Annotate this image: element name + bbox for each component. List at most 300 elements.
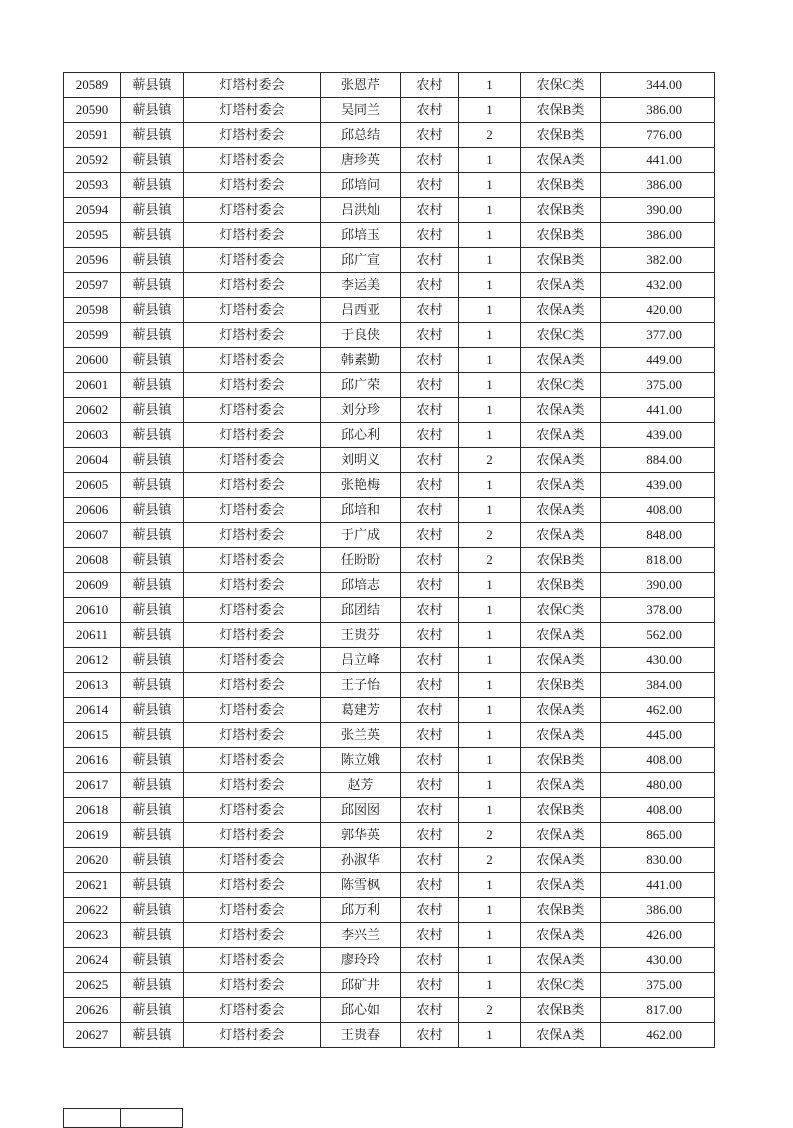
serial-number-cell: 20600 bbox=[64, 348, 121, 373]
person-count-cell: 2 bbox=[459, 548, 521, 573]
serial-number-cell: 20617 bbox=[64, 773, 121, 798]
table-row bbox=[64, 523, 715, 548]
insurance-category-cell: 农保A类 bbox=[521, 398, 601, 423]
insurance-category-cell: 农保B类 bbox=[521, 223, 601, 248]
serial-number-cell: 20590 bbox=[64, 98, 121, 123]
amount-cell: 344.00 bbox=[601, 73, 715, 98]
person-count-cell: 2 bbox=[459, 823, 521, 848]
amount-cell: 386.00 bbox=[601, 223, 715, 248]
amount-cell: 432.00 bbox=[601, 273, 715, 298]
residence-type-cell: 农村 bbox=[401, 423, 459, 448]
person-name-cell: 葛建芳 bbox=[321, 698, 401, 723]
residence-type-cell: 农村 bbox=[401, 273, 459, 298]
town-cell: 蕲县镇 bbox=[121, 623, 184, 648]
insurance-category-cell: 农保B类 bbox=[521, 748, 601, 773]
residence-type-cell: 农村 bbox=[401, 523, 459, 548]
serial-number-cell: 20615 bbox=[64, 723, 121, 748]
serial-number-cell: 20603 bbox=[64, 423, 121, 448]
insurance-category-cell: 农保A类 bbox=[521, 448, 601, 473]
serial-number-cell: 20616 bbox=[64, 748, 121, 773]
table-row bbox=[64, 898, 715, 923]
serial-number-cell: 20607 bbox=[64, 523, 121, 548]
village-committee-cell: 灯塔村委会 bbox=[184, 873, 321, 898]
village-committee-cell: 灯塔村委会 bbox=[184, 348, 321, 373]
table-row bbox=[64, 848, 715, 873]
person-count-cell: 1 bbox=[459, 323, 521, 348]
person-count-cell: 1 bbox=[459, 973, 521, 998]
village-committee-cell: 灯塔村委会 bbox=[184, 473, 321, 498]
serial-number-cell: 20611 bbox=[64, 623, 121, 648]
amount-cell: 386.00 bbox=[601, 98, 715, 123]
town-cell: 蕲县镇 bbox=[121, 523, 184, 548]
insurance-category-cell: 农保B类 bbox=[521, 798, 601, 823]
residence-type-cell: 农村 bbox=[401, 998, 459, 1023]
person-count-cell: 1 bbox=[459, 248, 521, 273]
insurance-category-cell: 农保B类 bbox=[521, 173, 601, 198]
person-count-cell: 1 bbox=[459, 798, 521, 823]
village-committee-cell: 灯塔村委会 bbox=[184, 373, 321, 398]
insurance-category-cell: 农保C类 bbox=[521, 598, 601, 623]
town-cell: 蕲县镇 bbox=[121, 923, 184, 948]
person-name-cell: 李兴兰 bbox=[321, 923, 401, 948]
residence-type-cell: 农村 bbox=[401, 873, 459, 898]
table-row bbox=[64, 373, 715, 398]
person-name-cell: 韩素勤 bbox=[321, 348, 401, 373]
person-name-cell: 邱矿井 bbox=[321, 973, 401, 998]
insurance-category-cell: 农保C类 bbox=[521, 323, 601, 348]
town-cell: 蕲县镇 bbox=[121, 723, 184, 748]
village-committee-cell: 灯塔村委会 bbox=[184, 773, 321, 798]
residence-type-cell: 农村 bbox=[401, 498, 459, 523]
table-row bbox=[64, 298, 715, 323]
amount-cell: 865.00 bbox=[601, 823, 715, 848]
table-row bbox=[64, 748, 715, 773]
town-cell: 蕲县镇 bbox=[121, 773, 184, 798]
amount-cell: 848.00 bbox=[601, 523, 715, 548]
insurance-category-cell: 农保C类 bbox=[521, 373, 601, 398]
residence-type-cell: 农村 bbox=[401, 673, 459, 698]
village-committee-cell: 灯塔村委会 bbox=[184, 223, 321, 248]
table-row bbox=[64, 248, 715, 273]
amount-cell: 378.00 bbox=[601, 598, 715, 623]
village-committee-cell: 灯塔村委会 bbox=[184, 948, 321, 973]
table-row bbox=[64, 798, 715, 823]
insurance-category-cell: 农保A类 bbox=[521, 948, 601, 973]
amount-cell: 817.00 bbox=[601, 998, 715, 1023]
person-name-cell: 王贵芬 bbox=[321, 623, 401, 648]
table-row bbox=[64, 498, 715, 523]
village-committee-cell: 灯塔村委会 bbox=[184, 798, 321, 823]
serial-number-cell: 20618 bbox=[64, 798, 121, 823]
person-count-cell: 1 bbox=[459, 348, 521, 373]
insurance-category-cell: 农保C类 bbox=[521, 973, 601, 998]
table-row bbox=[64, 873, 715, 898]
insurance-category-cell: 农保A类 bbox=[521, 473, 601, 498]
table-row bbox=[64, 1023, 715, 1048]
town-cell: 蕲县镇 bbox=[121, 373, 184, 398]
village-committee-cell: 灯塔村委会 bbox=[184, 623, 321, 648]
amount-cell: 377.00 bbox=[601, 323, 715, 348]
person-name-cell: 陈雪枫 bbox=[321, 873, 401, 898]
person-count-cell: 1 bbox=[459, 173, 521, 198]
table-row bbox=[64, 973, 715, 998]
table-row bbox=[64, 598, 715, 623]
amount-cell: 445.00 bbox=[601, 723, 715, 748]
person-count-cell: 1 bbox=[459, 73, 521, 98]
village-committee-cell: 灯塔村委会 bbox=[184, 973, 321, 998]
town-cell: 蕲县镇 bbox=[121, 273, 184, 298]
village-committee-cell: 灯塔村委会 bbox=[184, 598, 321, 623]
town-cell: 蕲县镇 bbox=[121, 248, 184, 273]
person-count-cell: 2 bbox=[459, 123, 521, 148]
insurance-category-cell: 农保A类 bbox=[521, 923, 601, 948]
residence-type-cell: 农村 bbox=[401, 373, 459, 398]
table-row bbox=[64, 398, 715, 423]
town-cell: 蕲县镇 bbox=[121, 873, 184, 898]
residence-type-cell: 农村 bbox=[401, 1023, 459, 1048]
village-committee-cell: 灯塔村委会 bbox=[184, 448, 321, 473]
residence-type-cell: 农村 bbox=[401, 123, 459, 148]
serial-number-cell: 20619 bbox=[64, 823, 121, 848]
insurance-category-cell: 农保A类 bbox=[521, 723, 601, 748]
village-committee-cell: 灯塔村委会 bbox=[184, 848, 321, 873]
amount-cell: 441.00 bbox=[601, 148, 715, 173]
village-committee-cell: 灯塔村委会 bbox=[184, 723, 321, 748]
residence-type-cell: 农村 bbox=[401, 98, 459, 123]
insurance-category-cell: 农保A类 bbox=[521, 1023, 601, 1048]
serial-number-cell: 20621 bbox=[64, 873, 121, 898]
serial-number-cell: 20613 bbox=[64, 673, 121, 698]
table-row bbox=[64, 548, 715, 573]
serial-number-cell: 20608 bbox=[64, 548, 121, 573]
person-count-cell: 2 bbox=[459, 848, 521, 873]
town-cell: 蕲县镇 bbox=[121, 1023, 184, 1048]
town-cell: 蕲县镇 bbox=[121, 748, 184, 773]
person-count-cell: 1 bbox=[459, 773, 521, 798]
town-cell: 蕲县镇 bbox=[121, 198, 184, 223]
insurance-category-cell: 农保C类 bbox=[521, 73, 601, 98]
serial-number-cell: 20589 bbox=[64, 73, 121, 98]
person-count-cell: 1 bbox=[459, 423, 521, 448]
residence-type-cell: 农村 bbox=[401, 548, 459, 573]
pension-roster-table bbox=[63, 72, 715, 1048]
residence-type-cell: 农村 bbox=[401, 248, 459, 273]
insurance-category-cell: 农保A类 bbox=[521, 773, 601, 798]
village-committee-cell: 灯塔村委会 bbox=[184, 123, 321, 148]
amount-cell: 390.00 bbox=[601, 573, 715, 598]
residence-type-cell: 农村 bbox=[401, 698, 459, 723]
person-count-cell: 1 bbox=[459, 498, 521, 523]
village-committee-cell: 灯塔村委会 bbox=[184, 673, 321, 698]
table-body bbox=[64, 73, 715, 1048]
residence-type-cell: 农村 bbox=[401, 398, 459, 423]
amount-cell: 462.00 bbox=[601, 1023, 715, 1048]
village-committee-cell: 灯塔村委会 bbox=[184, 273, 321, 298]
person-name-cell: 吕洪灿 bbox=[321, 198, 401, 223]
amount-cell: 408.00 bbox=[601, 748, 715, 773]
insurance-category-cell: 农保B类 bbox=[521, 548, 601, 573]
serial-number-cell: 20598 bbox=[64, 298, 121, 323]
person-name-cell: 郭华英 bbox=[321, 823, 401, 848]
amount-cell: 776.00 bbox=[601, 123, 715, 148]
residence-type-cell: 农村 bbox=[401, 148, 459, 173]
person-count-cell: 1 bbox=[459, 573, 521, 598]
table-row bbox=[64, 698, 715, 723]
town-cell: 蕲县镇 bbox=[121, 473, 184, 498]
town-cell: 蕲县镇 bbox=[121, 673, 184, 698]
amount-cell: 390.00 bbox=[601, 198, 715, 223]
serial-number-cell: 20592 bbox=[64, 148, 121, 173]
person-name-cell: 王子怡 bbox=[321, 673, 401, 698]
insurance-category-cell: 农保A类 bbox=[521, 623, 601, 648]
table-row bbox=[64, 123, 715, 148]
person-count-cell: 1 bbox=[459, 223, 521, 248]
village-committee-cell: 灯塔村委会 bbox=[184, 1023, 321, 1048]
village-committee-cell: 灯塔村委会 bbox=[184, 898, 321, 923]
person-name-cell: 任盼盼 bbox=[321, 548, 401, 573]
residence-type-cell: 农村 bbox=[401, 923, 459, 948]
town-cell: 蕲县镇 bbox=[121, 448, 184, 473]
serial-number-cell: 20614 bbox=[64, 698, 121, 723]
village-committee-cell: 灯塔村委会 bbox=[184, 698, 321, 723]
insurance-category-cell: 农保A类 bbox=[521, 298, 601, 323]
residence-type-cell: 农村 bbox=[401, 448, 459, 473]
serial-number-cell: 20606 bbox=[64, 498, 121, 523]
town-cell: 蕲县镇 bbox=[121, 648, 184, 673]
town-cell: 蕲县镇 bbox=[121, 948, 184, 973]
person-count-cell: 2 bbox=[459, 523, 521, 548]
serial-number-cell: 20595 bbox=[64, 223, 121, 248]
serial-number-cell: 20626 bbox=[64, 998, 121, 1023]
table-row bbox=[64, 948, 715, 973]
residence-type-cell: 农村 bbox=[401, 748, 459, 773]
person-count-cell: 1 bbox=[459, 273, 521, 298]
insurance-category-cell: 农保A类 bbox=[521, 698, 601, 723]
village-committee-cell: 灯塔村委会 bbox=[184, 548, 321, 573]
person-count-cell: 1 bbox=[459, 373, 521, 398]
person-name-cell: 邱培问 bbox=[321, 173, 401, 198]
person-count-cell: 1 bbox=[459, 648, 521, 673]
table-row bbox=[64, 198, 715, 223]
insurance-category-cell: 农保A类 bbox=[521, 148, 601, 173]
serial-number-cell: 20624 bbox=[64, 948, 121, 973]
serial-number-cell: 20604 bbox=[64, 448, 121, 473]
person-name-cell: 邱广荣 bbox=[321, 373, 401, 398]
table-row bbox=[64, 273, 715, 298]
amount-cell: 420.00 bbox=[601, 298, 715, 323]
town-cell: 蕲县镇 bbox=[121, 898, 184, 923]
person-name-cell: 邱培玉 bbox=[321, 223, 401, 248]
table-row bbox=[64, 98, 715, 123]
insurance-category-cell: 农保A类 bbox=[521, 423, 601, 448]
table-row bbox=[64, 448, 715, 473]
table-row bbox=[64, 648, 715, 673]
residence-type-cell: 农村 bbox=[401, 573, 459, 598]
residence-type-cell: 农村 bbox=[401, 773, 459, 798]
amount-cell: 830.00 bbox=[601, 848, 715, 873]
village-committee-cell: 灯塔村委会 bbox=[184, 323, 321, 348]
insurance-category-cell: 农保A类 bbox=[521, 348, 601, 373]
residence-type-cell: 农村 bbox=[401, 298, 459, 323]
table-row bbox=[64, 423, 715, 448]
town-cell: 蕲县镇 bbox=[121, 848, 184, 873]
amount-cell: 375.00 bbox=[601, 373, 715, 398]
serial-number-cell: 20605 bbox=[64, 473, 121, 498]
amount-cell: 386.00 bbox=[601, 898, 715, 923]
village-committee-cell: 灯塔村委会 bbox=[184, 148, 321, 173]
amount-cell: 480.00 bbox=[601, 773, 715, 798]
table-row bbox=[64, 823, 715, 848]
person-count-cell: 1 bbox=[459, 723, 521, 748]
insurance-category-cell: 农保A类 bbox=[521, 523, 601, 548]
town-cell: 蕲县镇 bbox=[121, 98, 184, 123]
person-name-cell: 吕立峰 bbox=[321, 648, 401, 673]
table-row bbox=[64, 773, 715, 798]
village-committee-cell: 灯塔村委会 bbox=[184, 998, 321, 1023]
serial-number-cell: 20596 bbox=[64, 248, 121, 273]
serial-number-cell: 20623 bbox=[64, 923, 121, 948]
insurance-category-cell: 农保A类 bbox=[521, 873, 601, 898]
residence-type-cell: 农村 bbox=[401, 598, 459, 623]
amount-cell: 884.00 bbox=[601, 448, 715, 473]
person-name-cell: 邱心利 bbox=[321, 423, 401, 448]
person-count-cell: 1 bbox=[459, 598, 521, 623]
person-count-cell: 1 bbox=[459, 298, 521, 323]
serial-number-cell: 20620 bbox=[64, 848, 121, 873]
village-committee-cell: 灯塔村委会 bbox=[184, 98, 321, 123]
insurance-category-cell: 农保B类 bbox=[521, 998, 601, 1023]
person-name-cell: 邱万利 bbox=[321, 898, 401, 923]
serial-number-cell: 20597 bbox=[64, 273, 121, 298]
person-count-cell: 1 bbox=[459, 1023, 521, 1048]
person-count-cell: 1 bbox=[459, 673, 521, 698]
person-count-cell: 1 bbox=[459, 923, 521, 948]
person-count-cell: 1 bbox=[459, 398, 521, 423]
town-cell: 蕲县镇 bbox=[121, 973, 184, 998]
town-cell: 蕲县镇 bbox=[121, 548, 184, 573]
person-name-cell: 于广成 bbox=[321, 523, 401, 548]
residence-type-cell: 农村 bbox=[401, 898, 459, 923]
town-cell: 蕲县镇 bbox=[121, 298, 184, 323]
town-cell: 蕲县镇 bbox=[121, 323, 184, 348]
person-name-cell: 李运美 bbox=[321, 273, 401, 298]
person-count-cell: 1 bbox=[459, 898, 521, 923]
person-name-cell: 廖玲玲 bbox=[321, 948, 401, 973]
insurance-category-cell: 农保B类 bbox=[521, 98, 601, 123]
serial-number-cell: 20612 bbox=[64, 648, 121, 673]
person-count-cell: 1 bbox=[459, 473, 521, 498]
person-name-cell: 于良侠 bbox=[321, 323, 401, 348]
person-name-cell: 唐珍英 bbox=[321, 148, 401, 173]
village-committee-cell: 灯塔村委会 bbox=[184, 648, 321, 673]
village-committee-cell: 灯塔村委会 bbox=[184, 923, 321, 948]
village-committee-cell: 灯塔村委会 bbox=[184, 298, 321, 323]
person-name-cell: 张兰英 bbox=[321, 723, 401, 748]
residence-type-cell: 农村 bbox=[401, 823, 459, 848]
person-name-cell: 邱团结 bbox=[321, 598, 401, 623]
village-committee-cell: 灯塔村委会 bbox=[184, 248, 321, 273]
residence-type-cell: 农村 bbox=[401, 948, 459, 973]
person-name-cell: 陈立娥 bbox=[321, 748, 401, 773]
amount-cell: 375.00 bbox=[601, 973, 715, 998]
village-committee-cell: 灯塔村委会 bbox=[184, 823, 321, 848]
serial-number-cell: 20609 bbox=[64, 573, 121, 598]
insurance-category-cell: 农保A类 bbox=[521, 273, 601, 298]
person-name-cell: 王贵春 bbox=[321, 1023, 401, 1048]
person-count-cell: 2 bbox=[459, 448, 521, 473]
table-row bbox=[64, 623, 715, 648]
insurance-category-cell: 农保A类 bbox=[521, 648, 601, 673]
amount-cell: 818.00 bbox=[601, 548, 715, 573]
serial-number-cell: 20602 bbox=[64, 398, 121, 423]
person-name-cell: 邱培和 bbox=[321, 498, 401, 523]
insurance-category-cell: 农保A类 bbox=[521, 823, 601, 848]
residence-type-cell: 农村 bbox=[401, 648, 459, 673]
residence-type-cell: 农村 bbox=[401, 473, 459, 498]
amount-cell: 449.00 bbox=[601, 348, 715, 373]
person-name-cell: 邱广宣 bbox=[321, 248, 401, 273]
town-cell: 蕲县镇 bbox=[121, 348, 184, 373]
village-committee-cell: 灯塔村委会 bbox=[184, 73, 321, 98]
table-row bbox=[64, 323, 715, 348]
fragment-cell bbox=[63, 1108, 121, 1128]
serial-number-cell: 20610 bbox=[64, 598, 121, 623]
table-row bbox=[64, 173, 715, 198]
town-cell: 蕲县镇 bbox=[121, 798, 184, 823]
table-row bbox=[64, 473, 715, 498]
table-row bbox=[64, 723, 715, 748]
insurance-category-cell: 农保B类 bbox=[521, 123, 601, 148]
fragment-cell bbox=[120, 1108, 183, 1128]
insurance-category-cell: 农保B类 bbox=[521, 198, 601, 223]
residence-type-cell: 农村 bbox=[401, 348, 459, 373]
residence-type-cell: 农村 bbox=[401, 73, 459, 98]
person-count-cell: 1 bbox=[459, 948, 521, 973]
amount-cell: 382.00 bbox=[601, 248, 715, 273]
serial-number-cell: 20601 bbox=[64, 373, 121, 398]
town-cell: 蕲县镇 bbox=[121, 173, 184, 198]
amount-cell: 408.00 bbox=[601, 498, 715, 523]
person-count-cell: 2 bbox=[459, 998, 521, 1023]
residence-type-cell: 农村 bbox=[401, 623, 459, 648]
person-name-cell: 邱心如 bbox=[321, 998, 401, 1023]
town-cell: 蕲县镇 bbox=[121, 223, 184, 248]
table-row bbox=[64, 673, 715, 698]
amount-cell: 408.00 bbox=[601, 798, 715, 823]
person-name-cell: 刘分珍 bbox=[321, 398, 401, 423]
serial-number-cell: 20627 bbox=[64, 1023, 121, 1048]
village-committee-cell: 灯塔村委会 bbox=[184, 398, 321, 423]
person-name-cell: 张恩芹 bbox=[321, 73, 401, 98]
person-name-cell: 吴同兰 bbox=[321, 98, 401, 123]
amount-cell: 386.00 bbox=[601, 173, 715, 198]
table-row bbox=[64, 923, 715, 948]
village-committee-cell: 灯塔村委会 bbox=[184, 748, 321, 773]
residence-type-cell: 农村 bbox=[401, 223, 459, 248]
insurance-category-cell: 农保B类 bbox=[521, 673, 601, 698]
table-row bbox=[64, 573, 715, 598]
person-name-cell: 孙淑华 bbox=[321, 848, 401, 873]
person-count-cell: 1 bbox=[459, 198, 521, 223]
amount-cell: 462.00 bbox=[601, 698, 715, 723]
residence-type-cell: 农村 bbox=[401, 323, 459, 348]
amount-cell: 384.00 bbox=[601, 673, 715, 698]
village-committee-cell: 灯塔村委会 bbox=[184, 198, 321, 223]
village-committee-cell: 灯塔村委会 bbox=[184, 173, 321, 198]
town-cell: 蕲县镇 bbox=[121, 148, 184, 173]
amount-cell: 441.00 bbox=[601, 398, 715, 423]
amount-cell: 562.00 bbox=[601, 623, 715, 648]
